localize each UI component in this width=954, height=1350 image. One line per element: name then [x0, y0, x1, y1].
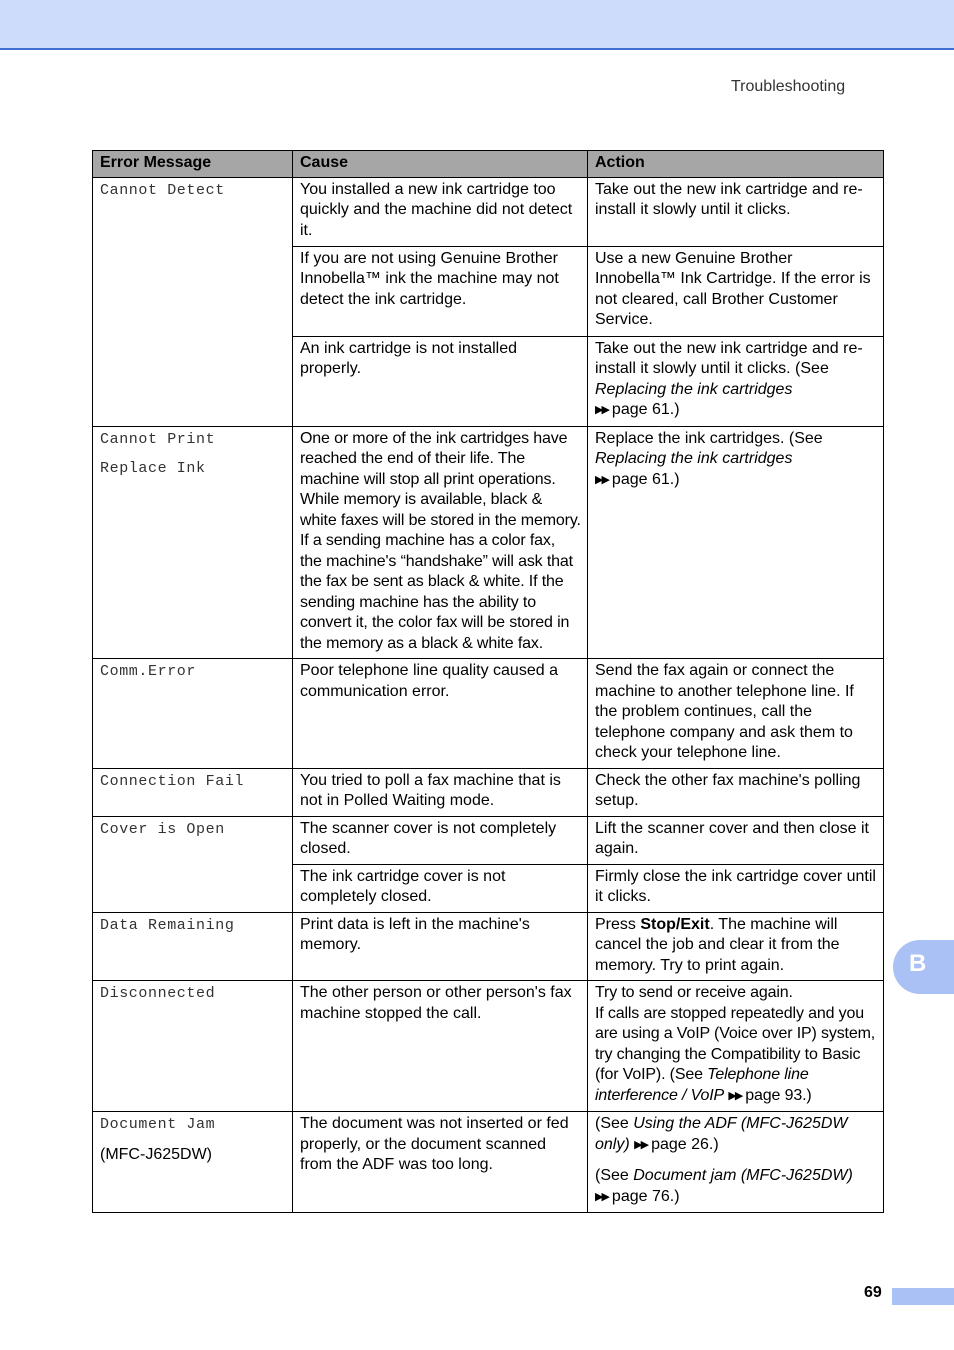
action-cell: Send the fax again or connect the machine to another telephone line. If the problem continues, call the telephone company and ask them to check your telephone line.: [588, 659, 884, 769]
column-header-cause: Cause: [293, 151, 588, 178]
action-text: Press: [595, 915, 641, 933]
table-row: [93, 426, 884, 659]
page-reference: page 93.): [745, 1086, 812, 1104]
error-message-cell: [93, 816, 293, 912]
error-message-cell: [93, 659, 293, 769]
cause-cell: Poor telephone line quality caused a communication error.: [293, 659, 588, 769]
error-message: Replace Ink: [100, 460, 206, 477]
table-row: [93, 1112, 884, 1213]
page-number: 69: [864, 1284, 882, 1301]
table-row: [93, 768, 884, 816]
cause-cell: The scanner cover is not completely closed.: [293, 816, 588, 864]
error-message: Cannot Detect: [100, 181, 225, 199]
cause-cell: The document was not inserted or fed properly, or the document scanned from the ADF was too long.: [293, 1112, 588, 1213]
cause-cell: You installed a new ink cartridge too quickly and the machine did not detect it.: [293, 177, 588, 246]
cause-cell: Print data is left in the machine's memory.: [293, 912, 588, 981]
action-text: (See: [595, 1167, 634, 1184]
arrow-icon: ▶▶: [728, 1089, 742, 1102]
arrow-icon: ▶▶: [595, 1190, 608, 1203]
cause-cell: You tried to poll a fax machine that is not in Polled Waiting mode.: [293, 768, 588, 816]
appendix-tab: [893, 940, 954, 994]
error-message: Disconnected: [100, 985, 216, 1002]
cause-cell: The other person or other person's fax machine stopped the call.: [293, 981, 588, 1112]
error-message-cell: [93, 912, 293, 981]
section-header: Troubleshooting: [731, 78, 846, 95]
page-reference: page 76.): [611, 1187, 680, 1205]
error-message: Document Jam: [100, 1116, 216, 1133]
error-message-cell: [93, 981, 293, 1112]
error-message: Data Remaining: [100, 916, 235, 934]
error-message: Comm.Error: [100, 663, 197, 680]
appendix-tab-letter: B: [909, 950, 927, 977]
action-text: If calls are stopped repeatedly and you are using a VoIP (Voice over IP) system, try changing the Compatibility to Basic (for VoIP). (See: [595, 1004, 876, 1083]
error-message-cell: [93, 768, 293, 816]
table-row: [93, 659, 884, 769]
error-message-cell: [93, 177, 293, 426]
error-message-cell: [93, 1112, 293, 1213]
arrow-icon: ▶▶: [595, 404, 608, 416]
action-cell: Firmly close the ink cartridge cover until it clicks.: [588, 864, 884, 912]
table-header-row: [93, 151, 884, 178]
column-header-action: Action: [588, 151, 884, 178]
reference-link[interactable]: Using the ADF (MFC-J625DW only): [595, 1115, 848, 1153]
action-text: Replace the ink cartridges. (See: [595, 429, 823, 447]
stop-exit-key-label: Stop/Exit: [640, 915, 710, 933]
top-color-band: [0, 0, 954, 50]
action-text: Take out the new ink cartridge and re-install it slowly until it clicks. (See: [595, 339, 863, 377]
reference-link[interactable]: Replacing the ink cartridges: [595, 450, 793, 467]
cause-cell: If you are not using Genuine Brother Innobella™ ink the machine may not detect the ink cartridge.: [293, 246, 588, 336]
page-number-bar: [892, 1288, 954, 1305]
table-row: [93, 816, 884, 864]
error-message-table: [92, 150, 884, 1213]
action-cell: Lift the scanner cover and then close it again.: [588, 816, 884, 864]
reference-link[interactable]: Document jam (MFC-J625DW): [633, 1167, 853, 1184]
column-header-error-message: Error Message: [93, 151, 293, 178]
action-text: Try to send or receive again.: [595, 984, 793, 1001]
action-paragraph: [595, 1166, 877, 1208]
cause-cell: One or more of the ink cartridges have reached the end of their life. The machine will stop all print operations. While memory is available, black & white faxes will be stored in the memory. If a sending machine has a color fax, the machine's “handshake” will ask that the fax be sent as black & white. If the sending machine has the ability to convert it, the color fax will be stored in the memory as a black & white fax.: [293, 426, 588, 659]
page-reference: page 26.): [651, 1135, 719, 1153]
action-cell: Check the other fax machine's polling setup.: [588, 768, 884, 816]
action-cell: [588, 981, 884, 1112]
arrow-icon: ▶▶: [634, 1138, 648, 1151]
table-row: [93, 912, 884, 981]
action-text: (See: [595, 1115, 634, 1132]
cause-cell: The ink cartridge cover is not completely closed.: [293, 864, 588, 912]
action-cell: [588, 336, 884, 426]
page-reference: page 61.): [611, 470, 680, 488]
action-text: . The machine will cancel the job and clear it from the memory. Try to print again.: [595, 915, 840, 974]
error-message: Cover is Open: [100, 820, 225, 838]
action-cell: [588, 426, 884, 659]
action-paragraph: [595, 1114, 877, 1156]
action-cell: [588, 1112, 884, 1213]
reference-link[interactable]: Replacing the ink cartridges: [595, 380, 793, 398]
arrow-icon: ▶▶: [595, 473, 608, 486]
action-cell: Use a new Genuine Brother Innobella™ Ink Cartridge. If the error is not cleared, call Brother Customer Service.: [588, 246, 884, 336]
cause-cell: An ink cartridge is not installed properly.: [293, 336, 588, 426]
error-message: Cannot Print: [100, 430, 216, 448]
reference-link[interactable]: Telephone line interference / VoIP: [595, 1066, 809, 1104]
model-note: (MFC-J625DW): [100, 1145, 212, 1163]
error-message: Connection Fail: [100, 772, 245, 790]
table-row: [93, 981, 884, 1112]
action-cell: Take out the new ink cartridge and re-install it slowly until it clicks.: [588, 177, 884, 246]
table-row: [93, 177, 884, 246]
error-message-cell: [93, 426, 293, 659]
page-reference: page 61.): [611, 401, 680, 418]
action-cell: [588, 912, 884, 981]
